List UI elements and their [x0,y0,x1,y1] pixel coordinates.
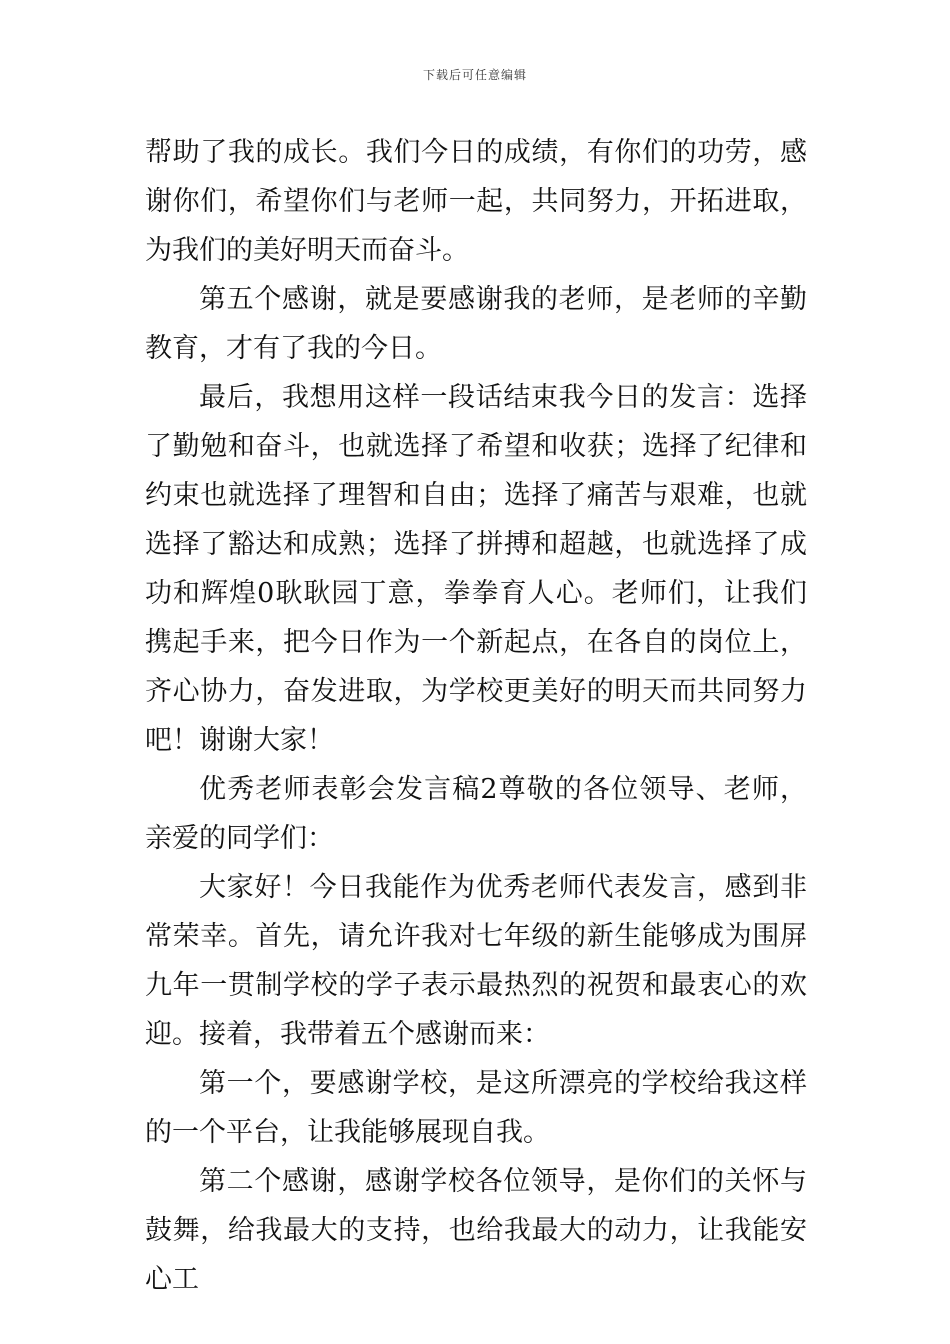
paragraph-6: 第一个，要感谢学校，是这所漂亮的学校给我这样的一个平台，让我能够展现自我。 [145,1068,807,1148]
paragraph-2: 第五个感谢，就是要感谢我的老师，是老师的辛勤教育，才有了我的今日。 [145,284,807,364]
paragraph-7: 第二个感谢，感谢学校各位领导，是你们的关怀与鼓舞，给我最大的支持，也给我最大的动力，让我能安心工 [145,1166,807,1295]
paragraph-4: 优秀老师表彰会发言稿2尊敬的各位领导、老师，亲爱的同学们： [145,774,807,854]
document-body [145,128,807,1304]
paragraph-5: 大家好！今日我能作为优秀老师代表发言，感到非常荣幸。首先，请允许我对七年级的新生能够成为围屏九年一贯制学校的学子表示最热烈的祝贺和最衷心的欢迎。接着，我带着五个感谢而来： [145,872,807,1050]
page-header: 下载后可任意编辑 [422,68,527,82]
paragraph-1: 帮助了我的成长。我们今日的成绩，有你们的功劳，感谢你们，希望你们与老师一起，共同努力，开拓进取，为我们的美好明天而奋斗。 [145,137,807,266]
paragraph-3: 最后，我想用这样一段话结束我今日的发言：选择了勤勉和奋斗，也就选择了希望和收获；选择了纪律和约束也就选择了理智和自由；选择了痛苦与艰难，也就选择了豁达和成熟；选择了拼搏和超越，也就选择了成功和辉煌0耿耿园丁意，拳拳育人心。老师们，让我们携起手来，把今日作为一个新起点，在各自的岗位上，齐心协力，奋发进取，为学校更美好的明天而共同努力吧！谢谢大家！ [145,382,807,756]
